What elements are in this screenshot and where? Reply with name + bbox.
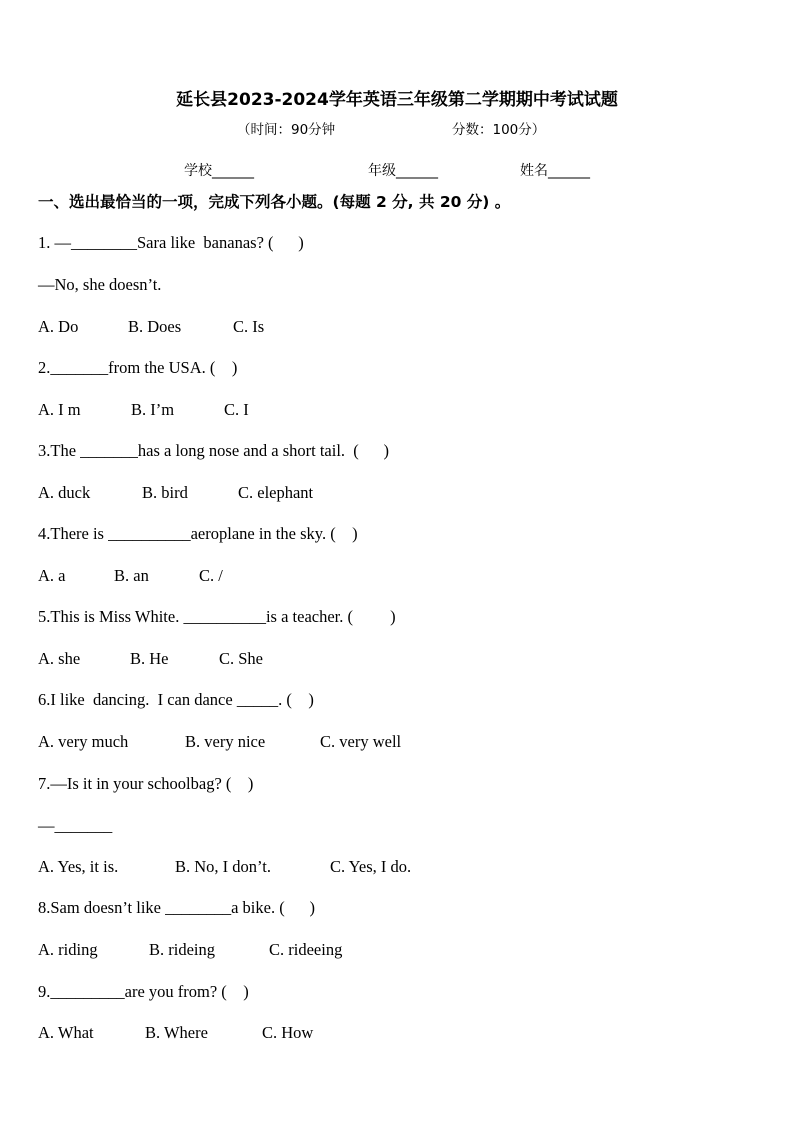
option-c: C. very well <box>320 732 402 751</box>
option-c: C. / <box>199 566 223 585</box>
option-a: A. What <box>38 1023 94 1042</box>
question-stem: 5.This is Miss White. __________is a teacher. ( ) <box>38 607 396 626</box>
option-b: B. bird <box>142 483 188 502</box>
option-c: C. elephant <box>238 483 314 502</box>
option-c: C. How <box>262 1023 314 1042</box>
question-stem: 4.There is __________aeroplane in the sky. ( ) <box>38 524 358 543</box>
option-a: A. duck <box>38 483 91 502</box>
option-b: B. I’m <box>131 400 175 419</box>
option-b: B. rideing <box>149 940 215 959</box>
option-b: B. Where <box>145 1023 208 1042</box>
option-b: B. Does <box>128 317 182 336</box>
question-reply: —_______ <box>38 816 113 835</box>
option-a: A. she <box>38 649 81 668</box>
option-c: C. Yes, I do. <box>330 857 412 876</box>
exam-time: （时间：90分钟 <box>237 122 336 138</box>
question-stem: 1. —________Sara like bananas? ( ) <box>38 233 304 252</box>
question-stem: 3.The _______has a long nose and a short tail. ( ) <box>38 441 390 460</box>
option-b: B. very nice <box>185 732 266 751</box>
question-reply: —No, she doesn’t. <box>38 275 162 294</box>
question-stem: 9._________are you from? ( ) <box>38 982 249 1001</box>
option-a: A. I m <box>38 400 81 419</box>
option-a: A. very much <box>38 732 129 751</box>
option-c: C. rideeing <box>269 940 343 959</box>
option-b: B. No, I don’t. <box>175 857 271 876</box>
page-title: 延长县2023-2024学年英语三年级第二学期期中考试试题 <box>176 90 618 110</box>
section-heading: 一、选出最恰当的一项，完成下列各小题。(每题 2 分, 共 20 分) 。 <box>38 193 511 211</box>
grade-field: 年级______ <box>368 163 438 179</box>
option-a: A. riding <box>38 940 98 959</box>
school-field: 学校______ <box>184 163 254 179</box>
option-b: B. He <box>130 649 169 668</box>
name-field: 姓名______ <box>520 163 590 179</box>
question-stem: 2._______from the USA. ( ) <box>38 358 238 377</box>
question-stem: 6.I like dancing. I can dance _____. ( ) <box>38 690 314 709</box>
question-stem: 7.—Is it in your schoolbag? ( ) <box>38 774 254 793</box>
option-c: C. I <box>224 400 249 419</box>
question-stem: 8.Sam doesn’t like ________a bike. ( ) <box>38 898 315 917</box>
option-c: C. She <box>219 649 264 668</box>
option-b: B. an <box>114 566 149 585</box>
option-a: A. a <box>38 566 66 585</box>
option-c: C. Is <box>233 317 265 336</box>
exam-score: 分数：100分） <box>452 122 546 138</box>
option-a: A. Do <box>38 317 79 336</box>
option-a: A. Yes, it is. <box>38 857 119 876</box>
